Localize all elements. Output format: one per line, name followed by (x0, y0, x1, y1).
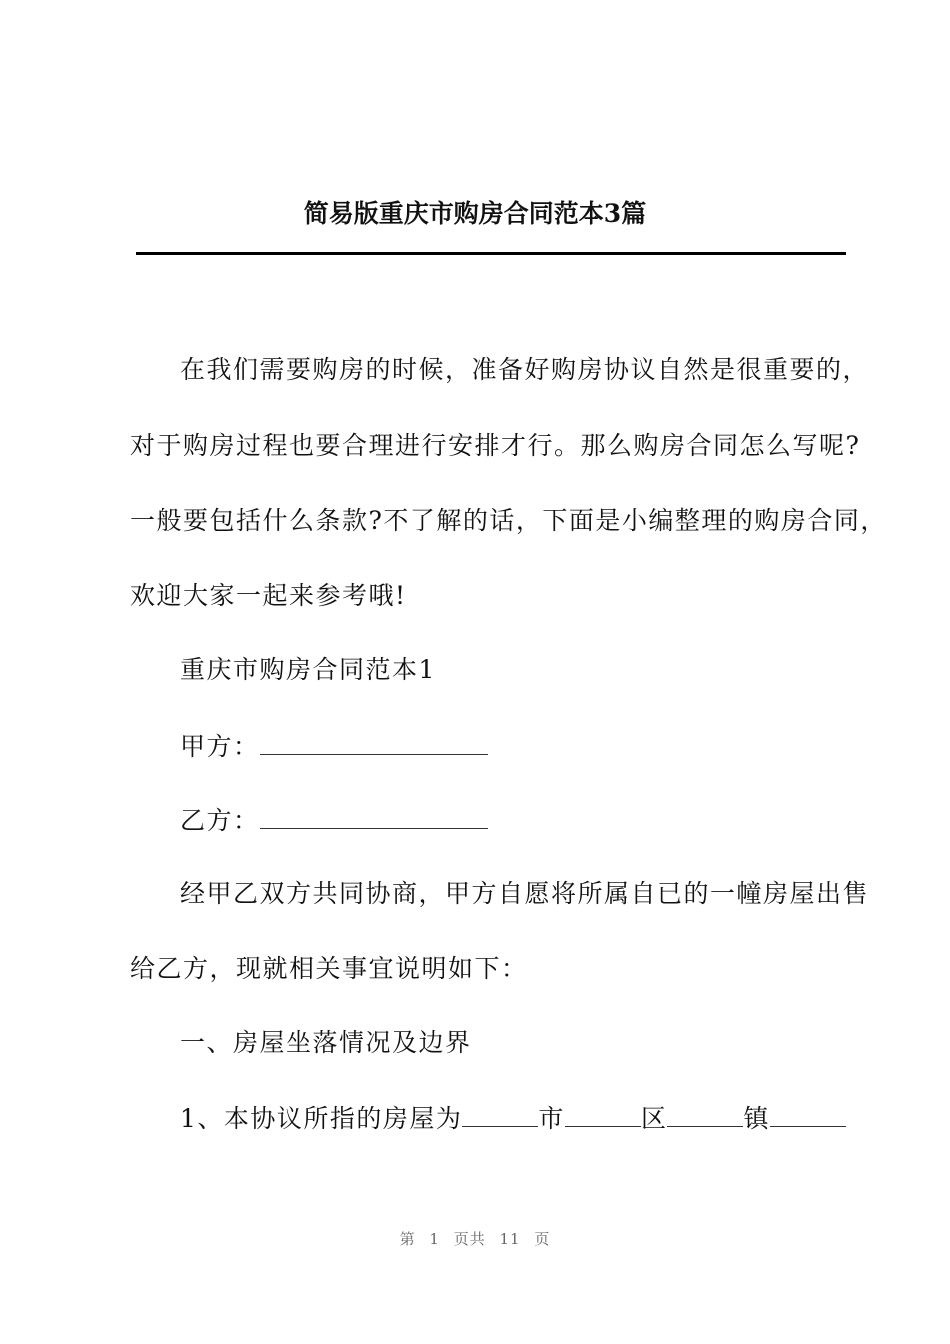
intro-line-4: 欢迎大家一起来参考哦! (130, 581, 407, 610)
city-blank (462, 1100, 538, 1127)
town-label: 镇 (743, 1104, 770, 1133)
agreement-line-1: 经甲乙双方共同协商，甲方自愿将所属自已的一幢房屋出售 (180, 879, 870, 908)
party-a-row (180, 728, 488, 765)
address-blank (770, 1100, 846, 1127)
intro-line-1: 在我们需要购房的时候，准备好购房协议自然是很重要的， (180, 355, 870, 384)
clause-1-row (180, 1100, 846, 1137)
party-b-row (180, 802, 488, 839)
clause-1-prefix: 1、本协议所指的房屋为 (180, 1104, 463, 1133)
section-heading: 重庆市购房合同范本1 (180, 655, 436, 684)
agreement-line-2: 给乙方，现就相关事宜说明如下： (130, 954, 528, 983)
party-b-label: 乙方： (180, 806, 260, 835)
district-label: 区 (640, 1104, 668, 1133)
title-underline (136, 252, 846, 255)
document-title: 简易版重庆市购房合同范本3篇 (303, 199, 647, 228)
party-a-label: 甲方： (180, 732, 260, 761)
city-label: 市 (538, 1104, 565, 1133)
page-number: 第 1 页共 11 页 (399, 1230, 551, 1248)
clause-heading: 一、房屋坐落情况及边界 (180, 1028, 472, 1057)
party-a-blank (260, 728, 488, 755)
district-blank (565, 1100, 641, 1127)
party-b-blank (260, 802, 488, 829)
intro-line-3: 一般要包括什么条款?不了解的话，下面是小编整理的购房合同， (130, 506, 887, 535)
town-blank (667, 1100, 743, 1127)
intro-line-2: 对于购房过程也要合理进行安排才行。那么购房合同怎么写呢? (130, 431, 861, 460)
